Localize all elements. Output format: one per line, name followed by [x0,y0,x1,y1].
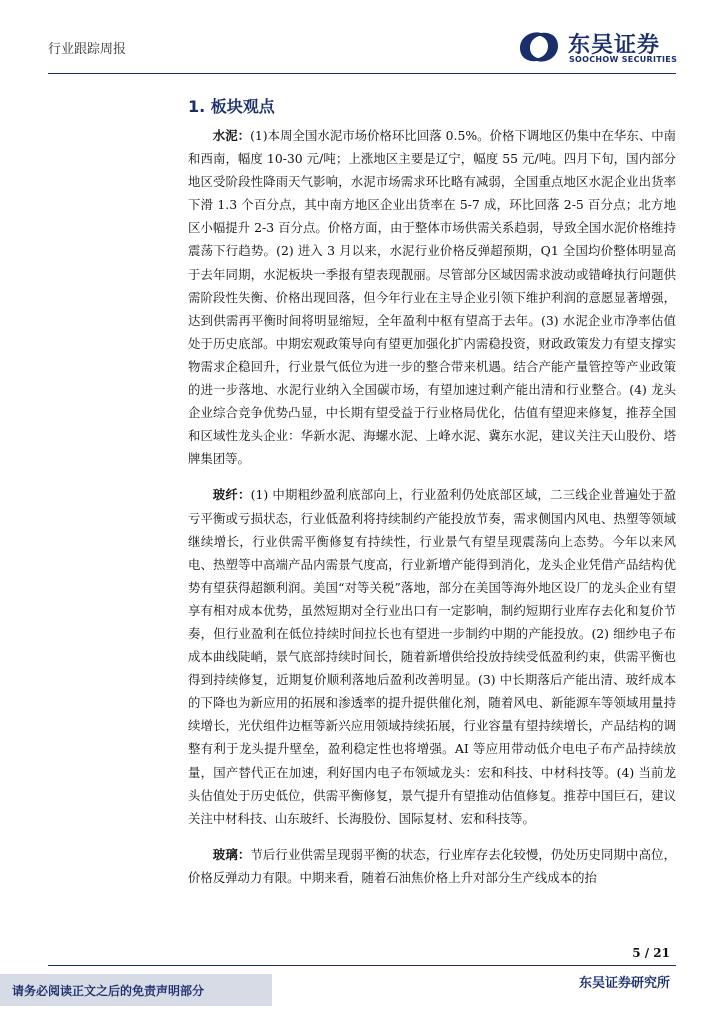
paragraph-lead: 玻璃： [212,846,251,862]
disclaimer-text: 请务必阅读正文之后的免责声明部分 [12,984,205,998]
report-type-label: 行业跟踪周报 [48,42,127,57]
disclaimer-banner [0,974,272,1006]
company-logo [516,26,696,68]
cement-paragraph [188,124,676,470]
paragraph-lead: 玻纤： [212,487,251,503]
section-title: 1. 板块观点 [188,97,275,116]
glass-fiber-paragraph [188,483,676,829]
paragraph-text: (1) 中期粗纱盈利底部向上，行业盈利仍处底部区域，二三线企业普遍处于盈亏平衡或亏损状态，行业低盈利将持续制约产能投放节奏，需求侧国内风电、热塑等领域继续增长，行业供需平衡修复有持续性，行业景气有望呈现震荡向上态势。今年以来风电、热塑等中高端产品内需景气度高，行业新增产能得到消化，龙头企业凭借产品结构优势有望获得超额利润。美国“对等关税”落地，部分在美国等海外地区设厂的龙头企业有望享有相对成本优势，虽然短期对全行业出口有一定影响，制约短期行业库存去化和复价节奏，但行业盈利在低位持续时间拉长也有望进一步制约中期的产能投放。(2) 细纱电子布成本曲线陡峭，景气底部持续时间长，随着新增供给投放持续受低盈利约束，供需平衡也得到持续修复，近期复价顺利落地后盈利改善明显。(3) 中长期落后产能出清、玻纤成本的下降也为新应用的拓展和渗透率的提升提供催化剂，随着风电、新能源车等领域用量持续增长，光伏组件边框等新兴应用领域持续拓展，行业容量有望持续增长，产品结构的调整有利于龙头提升壁垒，盈利稳定性也将增强。AI 等应用带动低介电电子布产品持续放量，国产替代正在加速，利好国内电子布领域龙头：宏和科技、中材科技等。(4) 当前龙头估值处于历史低位，供需平衡修复，景气提升有望推动估值修复。推荐中国巨石，建议关注中材科技、山东玻纤、长海股份、国际复材、宏和科技等。 [188,487,677,826]
logo-mark-icon [516,26,562,68]
header-divider [48,73,676,74]
paragraph-text: 节后行业供需呈现弱平衡的状态，行业库存去化较慢，仍处历史同期中高位，价格反弹动力有限。中期来看，随着石油焦价格上升对部分生产线成本的抬 [188,846,677,885]
glass-paragraph [188,843,676,889]
logo-english-name: SOOCHOW SECURITIES [569,55,678,64]
report-body [188,124,676,889]
logo-chinese-name: 东吴证券 [568,33,661,58]
research-institute-name: 东吴证券研究所 [578,976,670,991]
page-number: 5 / 21 [632,946,670,960]
footer-divider [48,965,676,966]
paragraph-lead: 水泥： [212,128,251,143]
paragraph-text: (1)本周全国水泥市场价格环比回落 0.5%。价格下调地区仍集中在华东、中南和西南，幅度 10-30 元/吨；上涨地区主要是辽宁，幅度 55 元/吨。四月下旬，国内部分地区受阶段性降雨天气影响，水泥市场需求环比略有减弱，全国重点地区水泥企业出货率下滑 1.3 个百分点，其中南方地区企业出货率在 5-7 成，环比回落 2-5 百分点；北方地区小幅提升 2-3 百分点。价格方面，由于整体市场供需关系趋弱，导致全国水泥价格维持震荡下行趋势。(2) 进入 3 月以来，水泥行业价格反弹超预期，Q1 全国均价整体明显高于去年同期，水泥板块一季报有望表现靓丽。尽管部分区域因需求波动或错峰执行问题供需阶段性失衡、价格出现回落，但今年行业在主导企业引领下维护利润的意愿显著增强，达到供需再平衡时间将明显缩短，全年盈利中枢有望高于去年。(3) 水泥企业市净率估值处于历史底部。中期宏观政策导向有望更加强化扩内需稳投资，财政政策发力有望支撑实物需求企稳回升，行业景气低位为进一步的整合带来机遇。结合产能产量管控等产业政策的进一步落地、水泥行业纳入全国碳市场，有望加速过剩产能出清和行业整合。(4) 龙头企业综合竞争优势凸显，中长期有望受益于行业格局优化，估值有望迎来修复，推荐全国和区域性龙头企业：华新水泥、海螺水泥、上峰水泥、冀东水泥，建议关注天山股份、塔牌集团等。 [188,128,677,467]
